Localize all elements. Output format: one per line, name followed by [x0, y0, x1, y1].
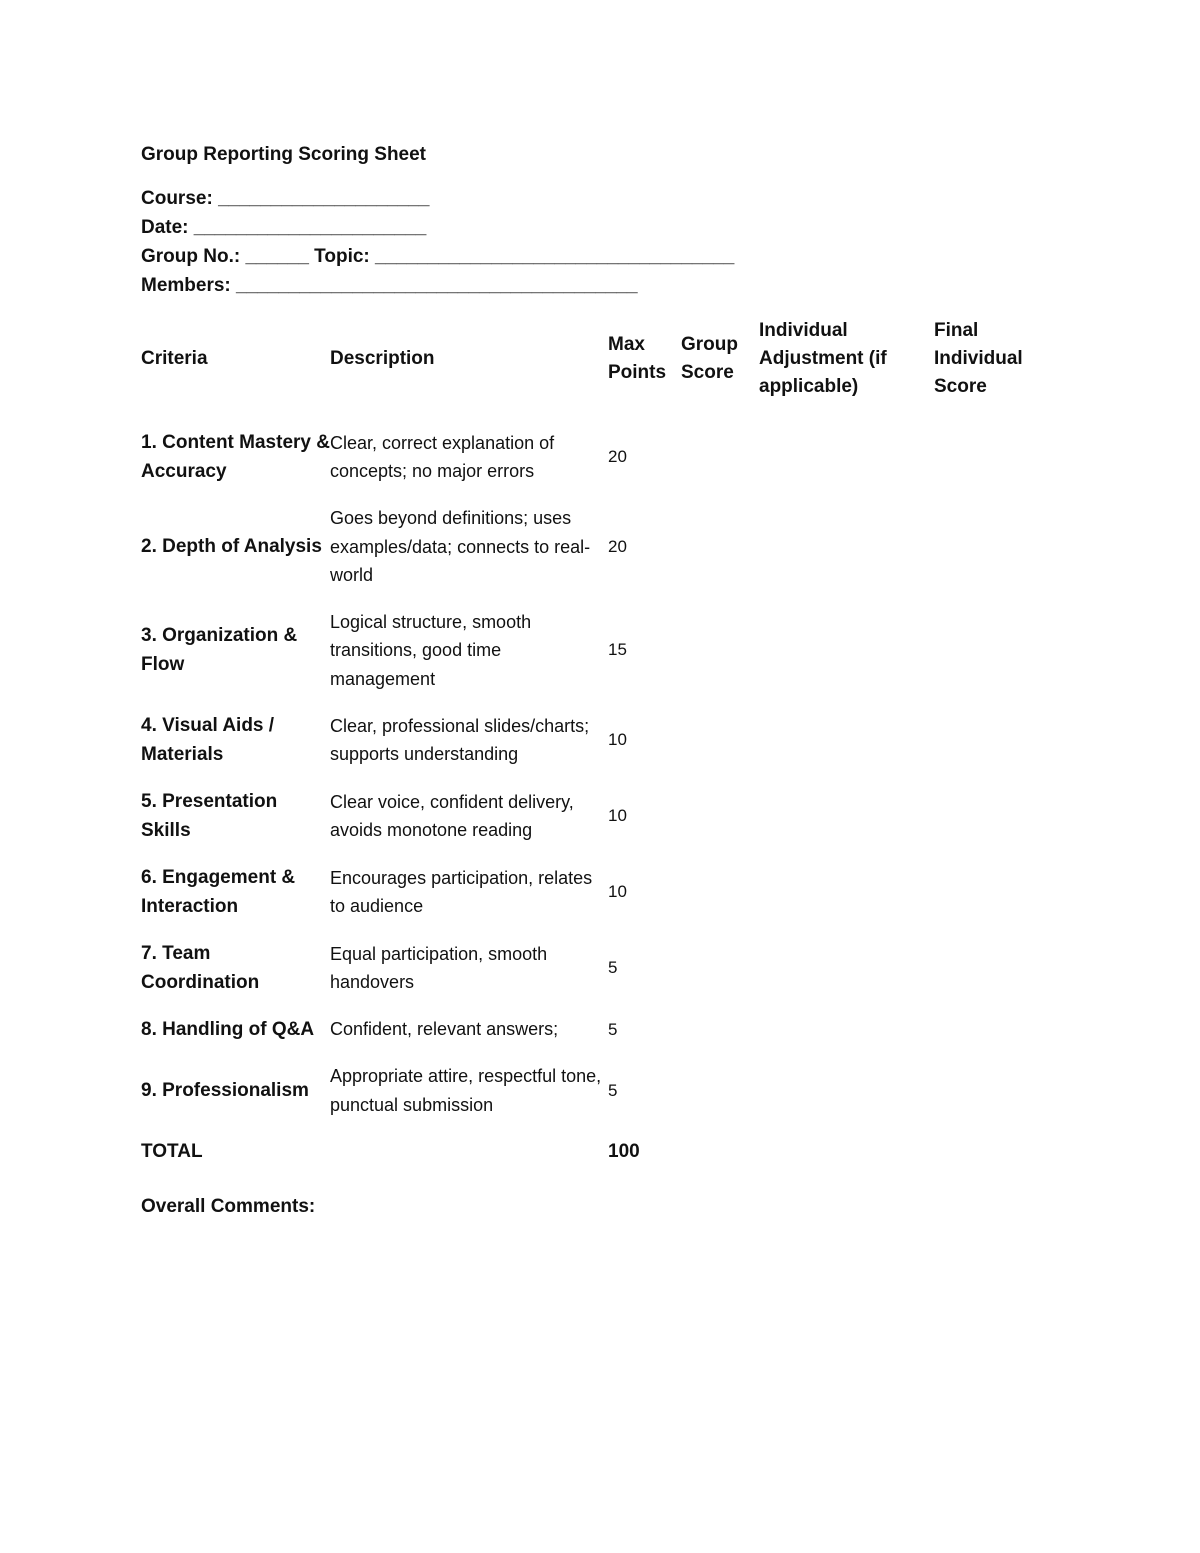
criteria-cell: 7. Team Coordination [141, 943, 260, 993]
group-score-cell [681, 1053, 759, 1128]
final-score-cell [934, 495, 1041, 599]
max-points-cell: 10 [608, 730, 627, 749]
header-criteria: Criteria [141, 348, 208, 369]
date-field: Date: ______________________ [141, 217, 427, 238]
description-cell: Encourages participation, relates to audience [330, 867, 593, 916]
max-points-cell: 10 [608, 882, 627, 901]
table-row [141, 419, 1041, 495]
total-row [141, 1128, 1041, 1175]
description-cell: Equal participation, smooth handovers [330, 943, 548, 992]
header-individual-adjustment: Individual Adjustment (if applicable) [759, 320, 887, 397]
final-score-cell [934, 702, 1041, 778]
table-row [141, 702, 1041, 778]
criteria-cell: 8. Handling of Q&A [141, 1019, 315, 1040]
description-cell: Confident, relevant answers; [330, 1019, 559, 1040]
criteria-cell: 3. Organization & Flow [141, 625, 298, 676]
total-final-score-cell [934, 1128, 1041, 1175]
individual-adjustment-cell [759, 495, 934, 599]
group-score-cell [681, 419, 759, 495]
individual-adjustment-cell [759, 1006, 934, 1053]
overall-comments-label: Overall Comments: [141, 1196, 316, 1217]
description-cell: Clear voice, confident delivery, avoids monotone reading [330, 791, 574, 840]
final-score-cell [934, 854, 1041, 930]
group-score-cell [681, 599, 759, 703]
table-row [141, 778, 1041, 854]
description-cell: Logical structure, smooth transitions, good time management [330, 611, 532, 689]
final-score-cell [934, 419, 1041, 495]
header-group-score: Group Score [681, 334, 738, 383]
criteria-cell: 2. Depth of Analysis [141, 536, 322, 558]
group-score-cell [681, 1006, 759, 1053]
header-max-points: Max Points [608, 334, 667, 383]
table-row [141, 599, 1041, 703]
table-row [141, 495, 1041, 599]
final-score-cell [934, 778, 1041, 854]
course-field: Course: ____________________ [141, 188, 430, 209]
total-description-cell [330, 1128, 608, 1175]
max-points-cell: 20 [608, 447, 627, 466]
individual-adjustment-cell [759, 702, 934, 778]
max-points-cell: 5 [608, 958, 618, 977]
header-final-individual-score: Final Individual Score [934, 320, 1023, 397]
max-points-cell: 5 [608, 1080, 618, 1100]
description-cell: Appropriate attire, respectful tone, punctual submission [330, 1066, 602, 1115]
table-row [141, 930, 1041, 1006]
document-title: Group Reporting Scoring Sheet [141, 144, 427, 165]
group-score-cell [681, 854, 759, 930]
table-row [141, 854, 1041, 930]
group-topic-field: Group No.: ______ Topic: __________________________________ [141, 246, 735, 267]
total-label: TOTAL [141, 1141, 203, 1162]
group-score-cell [681, 930, 759, 1006]
final-score-cell [934, 1006, 1041, 1053]
max-points-cell: 20 [608, 536, 627, 556]
individual-adjustment-cell [759, 1053, 934, 1128]
criteria-cell: 4. Visual Aids / Materials [141, 715, 275, 765]
individual-adjustment-cell [759, 778, 934, 854]
criteria-cell: 9. Professionalism [141, 1080, 309, 1101]
individual-adjustment-cell [759, 419, 934, 495]
criteria-cell: 5. Presentation Skills [141, 791, 278, 841]
group-score-cell [681, 495, 759, 599]
final-score-cell [934, 1053, 1041, 1128]
criteria-cell: 6. Engagement & Interaction [141, 867, 296, 917]
header-description: Description [330, 348, 435, 369]
scoring-table [141, 317, 1041, 1175]
individual-adjustment-cell [759, 599, 934, 703]
description-cell: Clear, professional slides/charts; supports understanding [330, 715, 590, 764]
members-field: Members: ______________________________________ [141, 275, 638, 296]
total-group-score-cell [681, 1128, 759, 1175]
individual-adjustment-cell [759, 854, 934, 930]
table-row [141, 1006, 1041, 1053]
max-points-cell: 10 [608, 806, 627, 825]
total-max-points: 100 [608, 1141, 640, 1162]
group-score-cell [681, 778, 759, 854]
criteria-cell: 1. Content Mastery & Accuracy [141, 432, 330, 482]
max-points-cell: 5 [608, 1019, 618, 1039]
description-cell: Clear, correct explanation of concepts; no major errors [330, 432, 555, 481]
max-points-cell: 15 [608, 640, 627, 660]
final-score-cell [934, 599, 1041, 703]
individual-adjustment-cell [759, 930, 934, 1006]
table-row [141, 1053, 1041, 1128]
description-cell: Goes beyond definitions; uses examples/data; connects to real-world [330, 508, 591, 585]
table-header-row [141, 317, 1041, 419]
total-adjustment-cell [759, 1128, 934, 1175]
scoring-sheet-page [141, 140, 1061, 1221]
group-score-cell [681, 702, 759, 778]
final-score-cell [934, 930, 1041, 1006]
